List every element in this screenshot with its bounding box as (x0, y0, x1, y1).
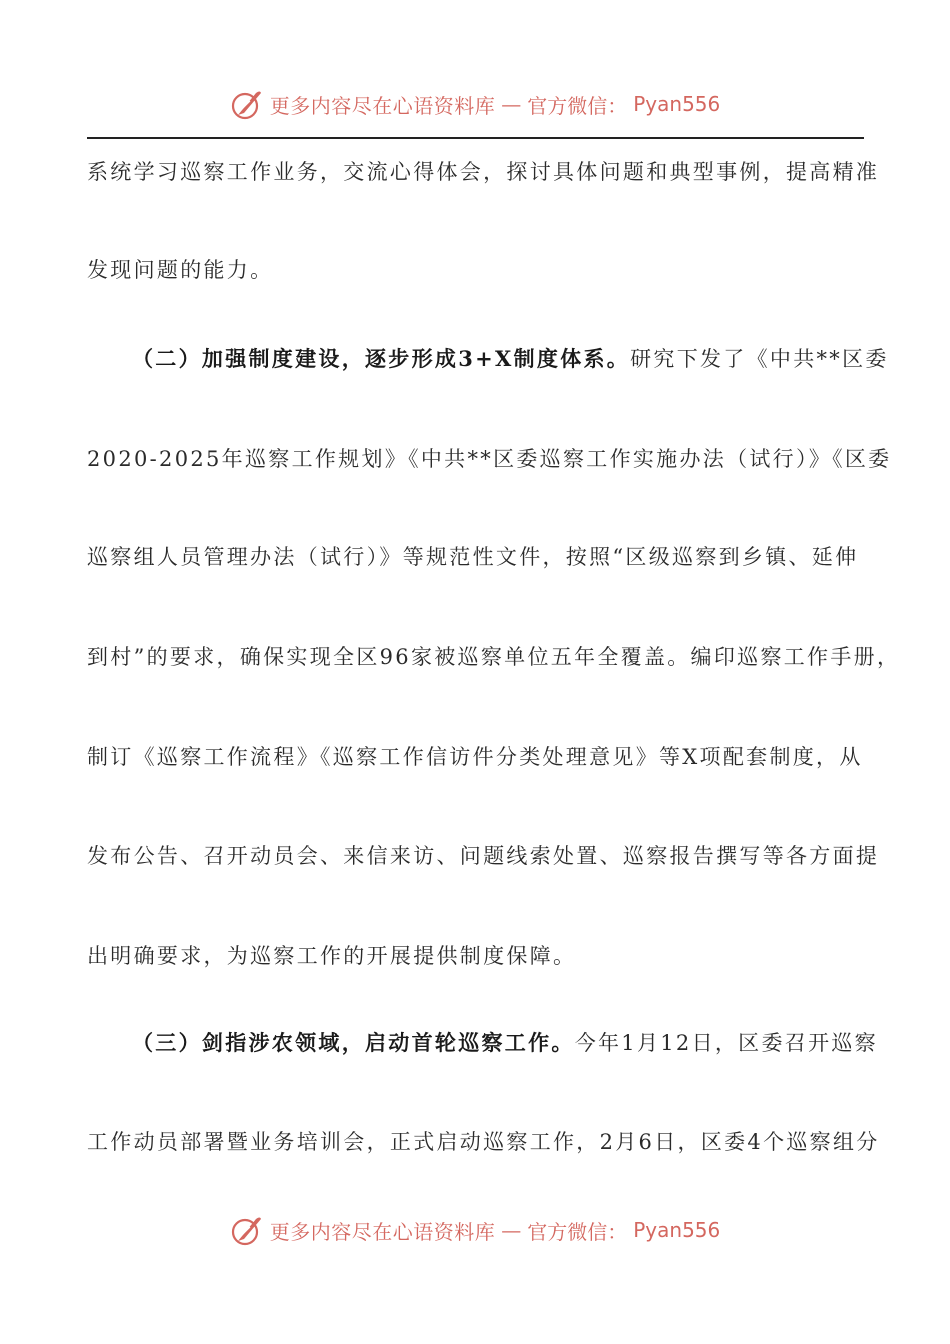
watermark-text: 更多内容尽在心语资料库 (269, 1219, 496, 1244)
watermark-id: Pyan556 (633, 92, 721, 116)
body-line-3: 2020-2025年巡察工作规划》《中共**区委巡察工作实施办法（试行）》《区委 (87, 447, 892, 471)
header-divider (87, 137, 864, 139)
section-2-heading: （二）加强制度建设，逐步形成3+X制度体系。 (132, 346, 631, 371)
section-3-rest: 今年1月12日，区委召开巡察 (574, 1031, 878, 1055)
watermark-label: 官方微信： (527, 93, 628, 118)
body-line-6: 制订《巡察工作流程》《巡察工作信访件分类处理意见》等X项配套制度，从 (87, 745, 863, 769)
watermark-label: 官方微信： (527, 1219, 628, 1244)
body-line-1: 系统学习巡察工作业务，交流心得体会，探讨具体问题和典型事例，提高精准 (87, 160, 880, 184)
section-2-paragraph-start (132, 344, 889, 374)
section-2-rest: 研究下发了《中共**区委 (630, 347, 889, 371)
body-line-4: 巡察组人员管理办法（试行）》等规范性文件，按照“区级巡察到乡镇、延伸 (87, 545, 859, 569)
watermark-id: Pyan556 (633, 1218, 721, 1242)
body-line-9: 工作动员部署暨业务培训会，正式启动巡察工作，2月6日，区委4个巡察组分 (87, 1130, 880, 1154)
watermark-dash: — (501, 1218, 522, 1242)
body-line-5: 到村”的要求，确保实现全区96家被巡察单位五年全覆盖。编印巡察工作手册， (87, 645, 901, 669)
body-line-7: 发布公告、召开动员会、来信来访、问题线索处置、巡察报告撰写等各方面提 (87, 844, 880, 868)
watermark-dash: — (501, 92, 522, 116)
watermark-text: 更多内容尽在心语资料库 (269, 93, 496, 118)
footer-watermark (0, 1210, 950, 1250)
quill-logo-icon (230, 1213, 264, 1247)
section-3-paragraph-start (132, 1028, 878, 1058)
section-3-heading: （三）剑指涉农领域，启动首轮巡察工作。 (132, 1030, 575, 1055)
quill-logo-icon (230, 87, 264, 121)
body-line-2: 发现问题的能力。 (87, 258, 274, 282)
body-line-8: 出明确要求，为巡察工作的开展提供制度保障。 (87, 944, 577, 968)
header-watermark (0, 84, 950, 124)
